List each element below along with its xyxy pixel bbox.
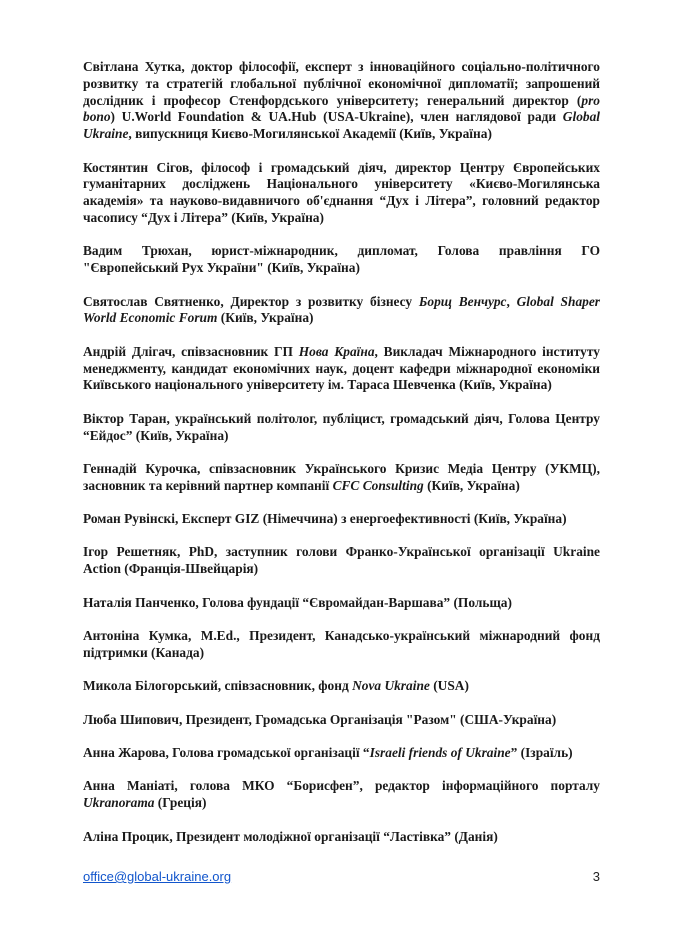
entry-text: , Викладач Міжнародного інституту менеджменту, кандидат економічних наук, доцент кафедри міжнародної економіки Київського національного університету ім. Тараса Шевченка (Київ, Україна) <box>83 343 600 393</box>
signatory-entry <box>83 829 600 846</box>
entry-text: (Київ, Україна) <box>423 477 520 493</box>
italic-text: Israeli friends of Ukraine <box>369 745 511 761</box>
signatory-entry <box>83 461 600 495</box>
entry-text: Роман Рувінскі, Експерт GIZ (Німеччина) з енергоефективності (Київ, Україна) <box>83 511 567 527</box>
entry-text: Святослав Святненко, Директор з розвитку бізнесу <box>83 293 419 309</box>
italic-text: CFC Consulting <box>332 477 424 493</box>
signatory-entry <box>83 294 600 328</box>
signatory-entry <box>83 160 600 227</box>
entry-text: ” (Ізраїль) <box>510 745 573 761</box>
signatory-entry <box>83 59 600 143</box>
signatory-entry <box>83 745 600 762</box>
italic-text: Global Shaper World Economic Forum <box>83 293 600 326</box>
entry-text: Світлана Хутка, доктор філософії, експерт з інноваційного соціально-політичного розвитку та стратегій глобальної публічної економічної дипломатії; запрошений дослідник і професор Стенфордського університету; генеральний директор ( <box>83 59 600 108</box>
entry-text: Анна Жарова, Голова громадської організації “ <box>83 745 370 761</box>
italic-text: Ukranorama <box>83 795 155 811</box>
document-page <box>83 59 600 862</box>
italic-text: Борщ Венчурс <box>418 293 507 309</box>
entry-text: Ігор Решетняк, PhD, заступник голови Франко-Української організації Ukraine Action (Франція-Швейцарія) <box>83 544 600 577</box>
entry-text: Анна Маніаті, голова МКО “Борисфен”, редактор інформаційного порталу <box>83 778 600 794</box>
entry-text: , <box>506 293 517 309</box>
italic-text: Nova Ukraine <box>352 678 430 694</box>
entry-text: , випускниця Києво-Могилянської Академії (Київ, Україна) <box>128 126 492 142</box>
entry-text: Антоніна Кумка, M.Ed., Президент, Канадсько-український міжнародний фонд підтримки (Канада) <box>83 628 600 660</box>
page-footer <box>83 869 600 884</box>
entry-text: Андрій Длігач, співзасновник ГП <box>83 343 299 359</box>
entry-text: Наталія Панченко, Голова фундації “Євромайдан-Варшава” (Польща) <box>83 594 512 610</box>
signatory-entry <box>83 511 600 528</box>
signatory-entry <box>83 712 600 729</box>
entry-text: (Греція) <box>154 795 207 811</box>
signatory-entry <box>83 544 600 578</box>
page-number: 3 <box>592 869 600 884</box>
italic-text: Нова Країна <box>298 343 375 359</box>
signatory-entry <box>83 243 600 277</box>
signatory-entry <box>83 628 600 662</box>
signatory-entry <box>83 344 600 394</box>
italic-text: pro bono <box>83 92 600 125</box>
entry-text: Віктор Таран, український політолог, публіцист, громадський діяч, Голова Центру “Ейдос” (Київ, Україна) <box>83 410 600 443</box>
entry-text: ) U.World Foundation & UA.Hub (USA-Ukraine), член наглядової ради <box>110 109 563 125</box>
entry-text: Микола Білогорський, співзасновник, фонд <box>83 678 353 694</box>
entry-text: Люба Шипович, Президент, Громадська Організація "Разом" (США-Україна) <box>83 711 557 727</box>
entry-text: Костянтин Сігов, філософ і громадський діяч, директор Центру Європейських гуманітарних досліджень Національного університету «Києво-Могилянська академія» та науково-видавничого об'єднання “Дух і Літера”, головний редактор часопису “Дух і Літера” (Київ, Україна) <box>83 159 600 225</box>
entry-text: (Київ, Україна) <box>217 310 314 326</box>
entry-text: (USA) <box>429 678 469 694</box>
entry-text: Вадим Трюхан, юрист-міжнародник, дипломат, Голова правління ГО "Європейський Рух України" (Київ, Україна) <box>83 243 600 276</box>
signatory-entry <box>83 595 600 612</box>
entry-text: Аліна Процик, Президент молодіжної організації “Ластівка” (Данія) <box>83 828 498 844</box>
entry-text: Геннадій Курочка, співзасновник Українського Кризис Медіа Центру (УКМЦ), засновник та керівний партнер компанії <box>83 460 600 493</box>
italic-text: Global Ukraine <box>83 109 600 142</box>
signatory-entry <box>83 778 600 812</box>
signatory-entry <box>83 678 600 695</box>
signatory-entry <box>83 411 600 445</box>
email-link[interactable]: office@global-ukraine.org <box>83 869 232 884</box>
